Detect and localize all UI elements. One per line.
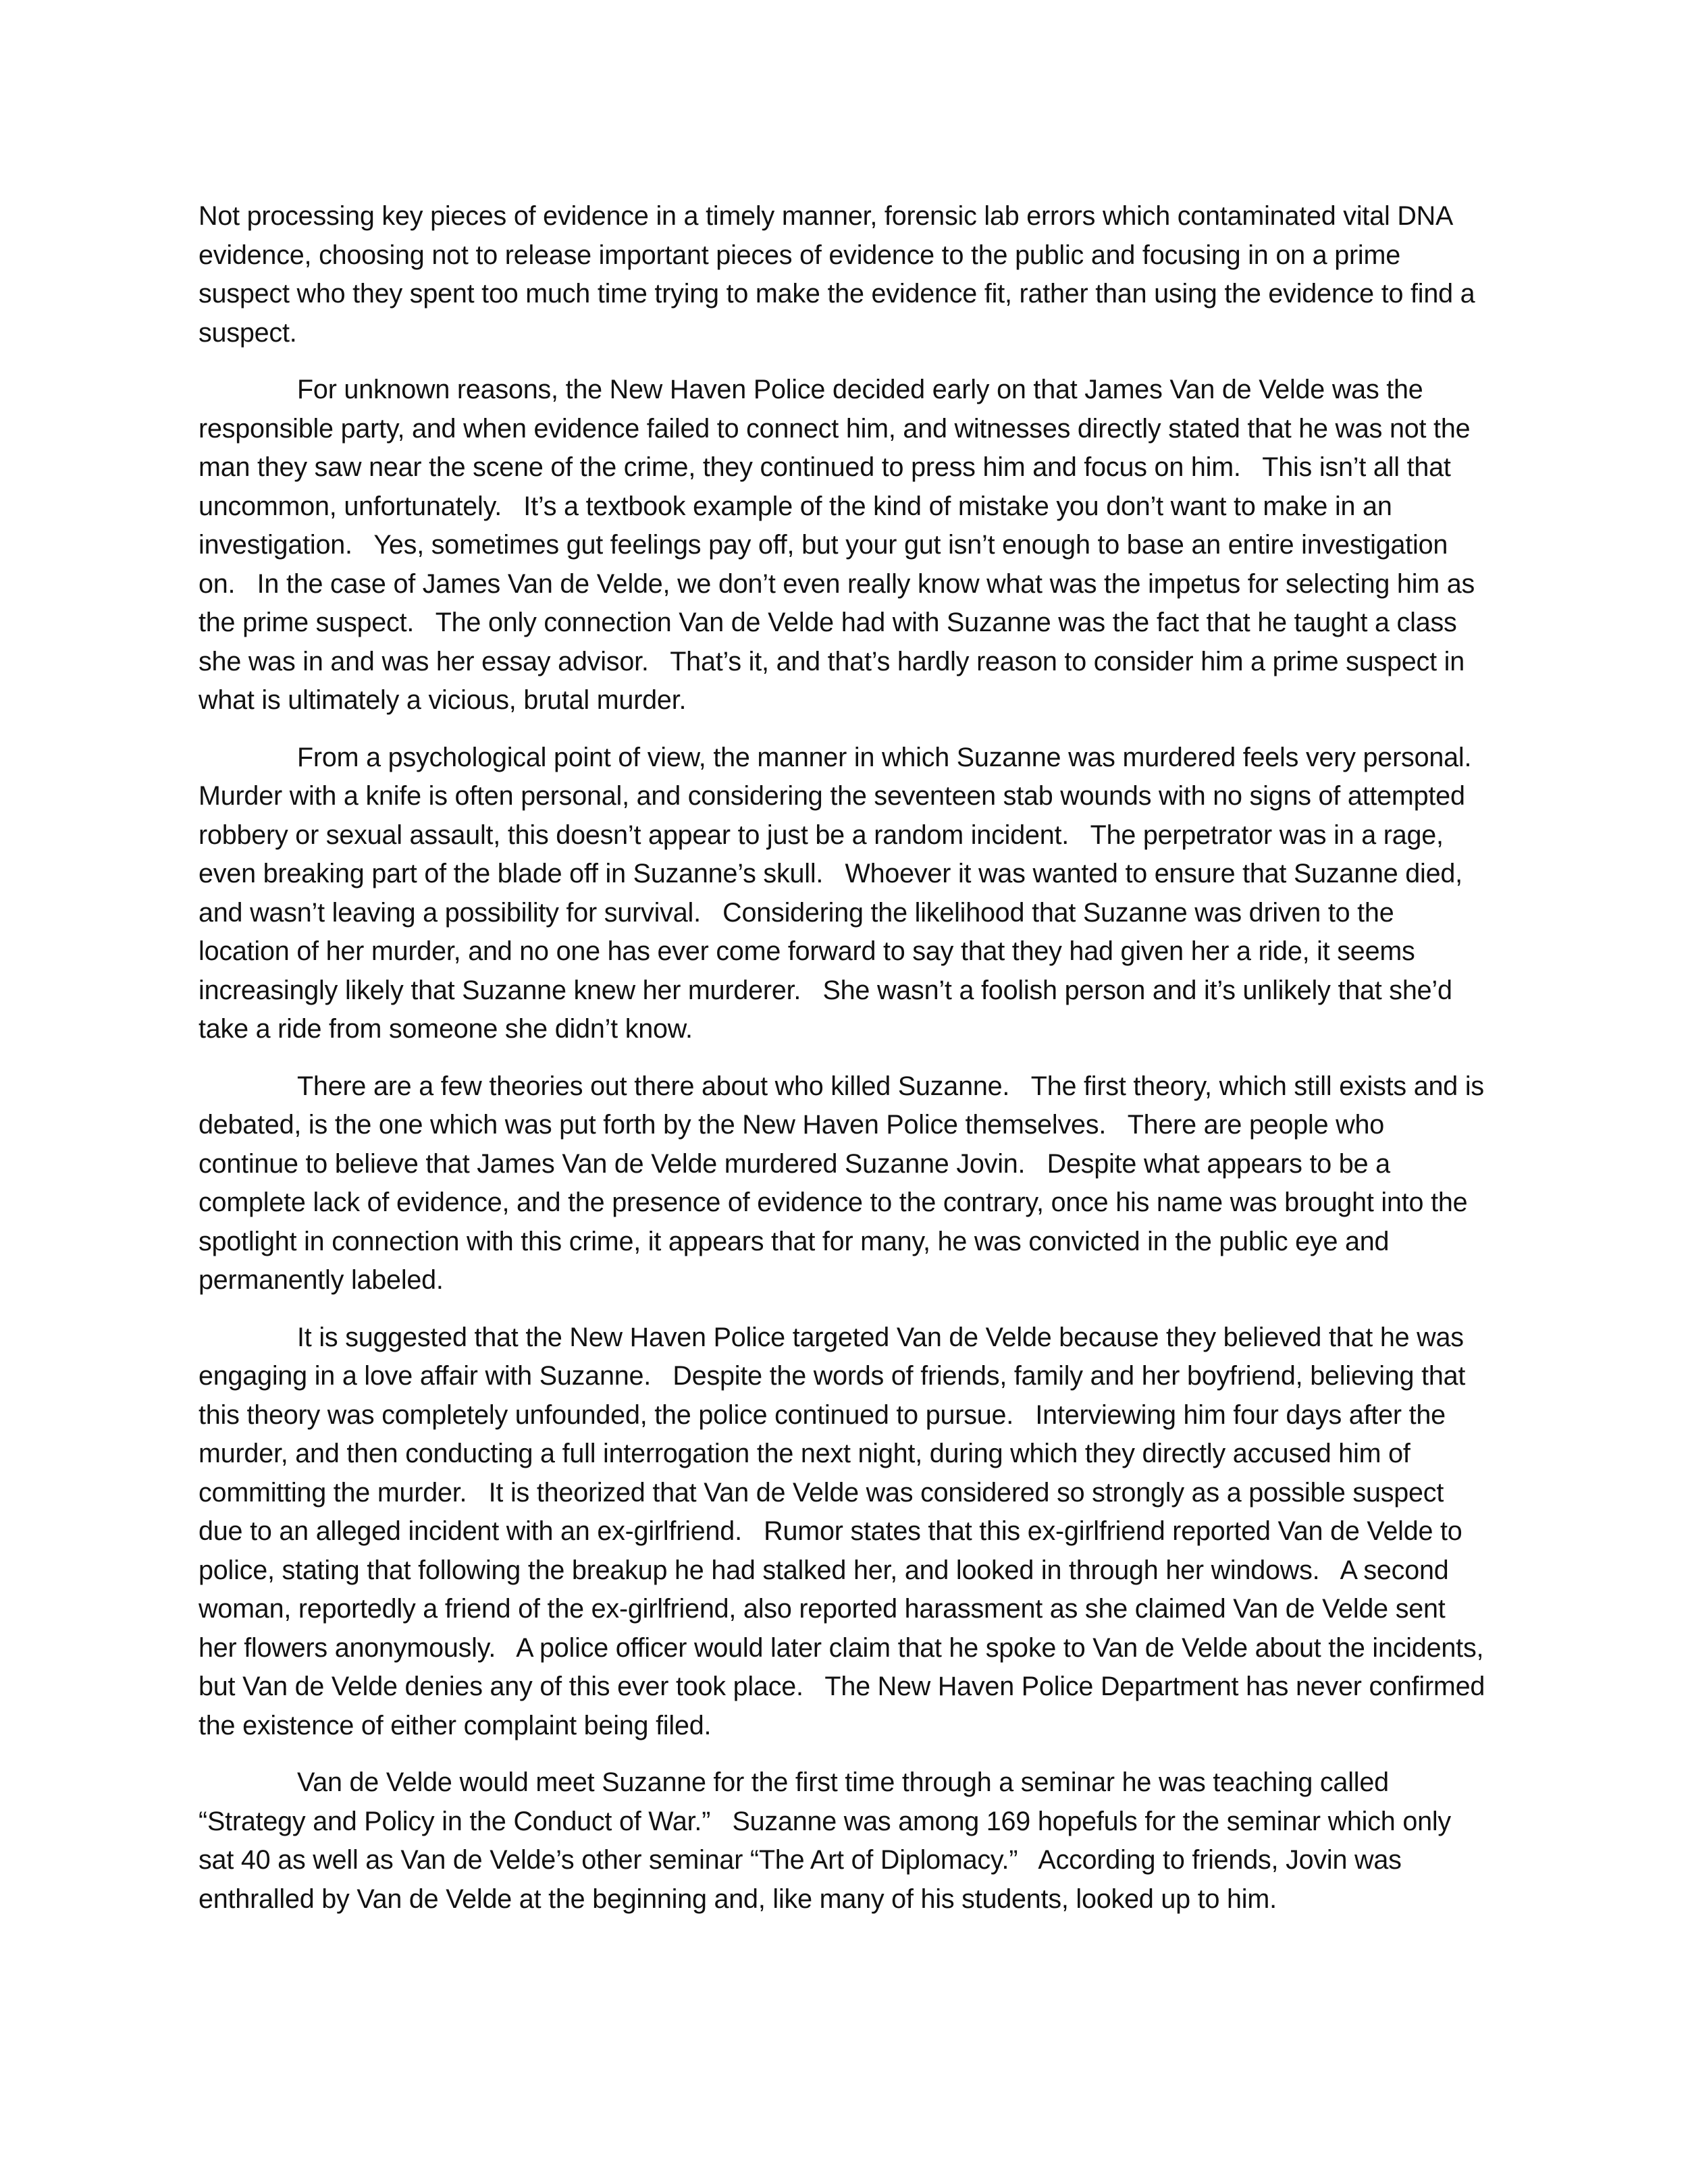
paragraph-4: There are a few theories out there about who killed Suzanne. The first theory, which still exists and is debated, is the one which was put forth by the New Haven Police themselves. There are people who continue to believe that James Van de Velde murdered Suzanne Jovin. Despite what appears to be a complete lack of evidence, and the presence of evidence to the contrary, once his name was brought into the spotlight in connection with this crime, it appears that for many, he was convicted in the public eye and permanently labeled.	[199, 1071, 1492, 1295]
paragraph-1: Not processing key pieces of evidence in a timely manner, forensic lab errors which contaminated vital DNA evidence, choosing not to release important pieces of evidence to the public and focusing in on a prime suspect who they spent too much time trying to make the evidence fit, rather than using the evidence to find a suspect.	[199, 201, 1483, 348]
paragraph-2: For unknown reasons, the New Haven Police decided early on that James Van de Velde was the responsible party, and when evidence failed to connect him, and witnesses directly stated that he was not the man they saw near the scene of the crime, they continued to press him and focus on him. This isn’t all that uncommon, unfortunately. It’s a textbook example of the kind of mistake you don’t want to make in an investigation. Yes, sometimes gut feelings pay off, but your gut isn’t enough to base an entire investigation on. In the case of James Van de Velde, we don’t even really know what was the impetus for selecting him as the prime suspect. The only connection Van de Velde had with Suzanne was the fact that he taught a class she was in and was her essay advisor. That’s it, and that’s hardly reason to consider him a prime suspect in what is ultimately a vicious, brutal murder.	[199, 375, 1482, 715]
document-body	[199, 197, 1494, 1937]
paragraph-5: It is suggested that the New Haven Police targeted Van de Velde because they believed that he was engaging in a love affair with Suzanne. Despite the words of friends, family and her boyfriend, believing that this theory was completely unfounded, the police continued to pursue. Interviewing him four days after the murder, and then conducting a full interrogation the next night, during which they directly accused him of committing the murder. It is theorized that Van de Velde was considered so strongly as a possible suspect due to an alleged incident with an ex-girlfriend. Rumor states that this ex-girlfriend reported Van de Velde to police, stating that following the breakup he had stalked her, and looked in through her windows. A second woman, reportedly a friend of the ex-girlfriend, also reported harassment as she claimed Van de Velde sent her flowers anonymously. A police officer would later claim that he spoke to Van de Velde about the incidents, but Van de Velde denies any of this ever took place. The New Haven Police Department has never confirmed the existence of either complaint being filed.	[199, 1322, 1492, 1740]
paragraph-3: From a psychological point of view, the manner in which Suzanne was murdered feels very personal. Murder with a knife is often personal, and considering the seventeen stab wounds with no signs of attempted robbery or sexual assault, this doesn’t appear to just be a random incident. The perpetrator was in a rage, even breaking part of the blade off in Suzanne’s skull. Whoever it was wanted to ensure that Suzanne died, and wasn’t leaving a possibility for survival. Considering the likelihood that Suzanne was driven to the location of her murder, and no one has ever come forward to say that they had given her a ride, it seems increasingly likely that Suzanne knew her murderer. She wasn’t a foolish person and it’s unlikely that she’d take a ride from someone she didn’t know.	[199, 742, 1494, 1044]
paragraph-6: Van de Velde would meet Suzanne for the first time through a seminar he was teaching called “Strategy and Policy in the Conduct of War.” Suzanne was among 169 hopefuls for the seminar which only sat 40 as well as Van de Velde’s other seminar “The Art of Diplomacy.” According to friends, Jovin was enthralled by Van de Velde at the beginning and, like many of his students, looked up to him.	[199, 1767, 1458, 1914]
